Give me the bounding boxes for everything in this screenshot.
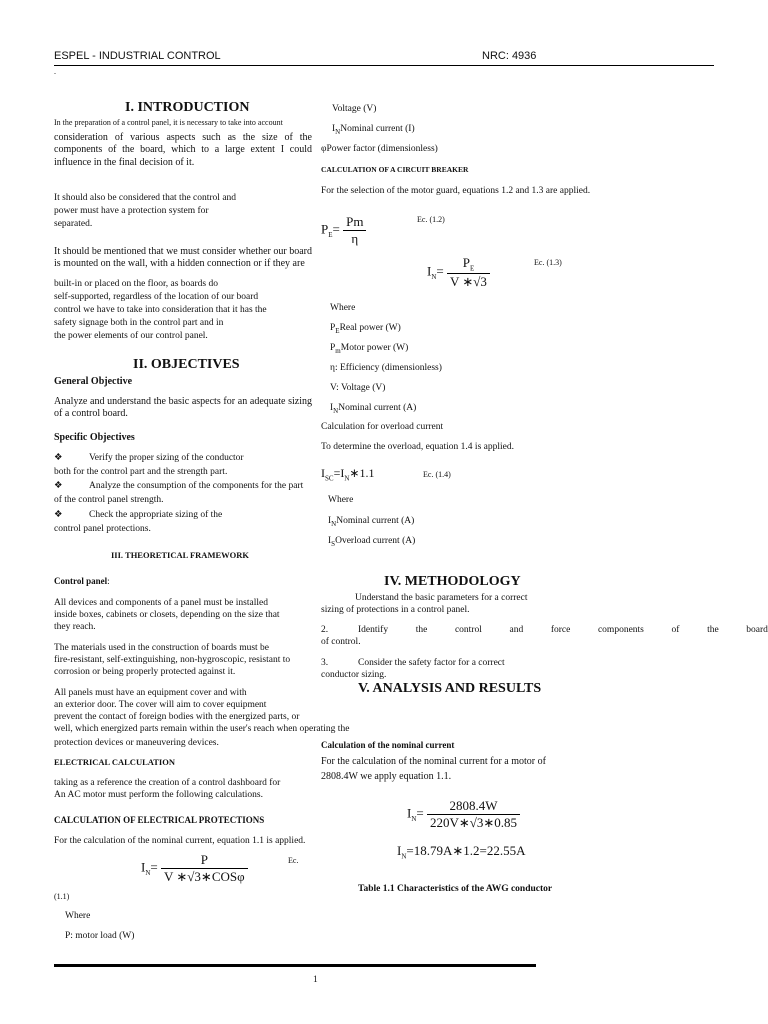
method-1-line1: Understand the basic parameters for a correct	[355, 593, 528, 603]
panel-p3-line5: protection devices or maneuvering devices.	[54, 738, 219, 748]
methodology-title: IV. METHODOLOGY	[384, 574, 521, 589]
panel-p1-line2: inside boxes, cabinets or closets, depending on the size that	[54, 610, 280, 620]
page-number: 1	[313, 975, 318, 985]
intro-p3-line3: built-in or placed on the floor, as boards do	[54, 279, 218, 289]
general-objective-text: Analyze and understand the basic aspects for an adequate sizing of a control board.	[54, 396, 312, 420]
voltage-def: Voltage (V)	[332, 104, 377, 114]
method-2-num: 2.	[321, 625, 329, 635]
equation-1-4: $I_{SC}=I_N∗1.1$	[321, 466, 375, 483]
calc-nominal-line1: For the calculation of the nominal current for a motor of	[321, 756, 546, 767]
method-3-line2: conductor sizing.	[321, 670, 387, 680]
panel-p2-line3: corrosion or being properly protected against it.	[54, 667, 236, 677]
header-left: ESPEL - INDUSTRIAL CONTROL	[54, 50, 221, 62]
overload-text: To determine the overload, equation 1.4 is applied.	[321, 442, 514, 452]
method-2-line1: Identify the control and force components of the board	[358, 625, 768, 635]
elec-p-line2: An AC motor must perform the following calculations.	[54, 790, 263, 800]
calc-nominal-line2: 2808.4W we apply equation 1.1.	[321, 771, 452, 782]
nominal-current-def: $I_NNominal$ current (I)	[332, 124, 415, 136]
intro-p2-line3: separated.	[54, 219, 93, 229]
motor-power-def: $P_mMotor$ power (W)	[330, 343, 409, 355]
equation-1-3: $I_N=$ $\frac{P_E}{V ∗√3}$	[427, 255, 490, 290]
method-2-line2: of control.	[321, 637, 361, 647]
overload-current-def: $I_SOverload$ current (A)	[328, 536, 416, 548]
panel-p3-line2: an exterior door. The cover will aim to cover equipment	[54, 700, 267, 710]
objective-2-line2: of the control panel strength.	[54, 495, 164, 505]
objective-1-line2: both for the control part and the strength part.	[54, 467, 228, 477]
intro-p3-a: It should be mentioned that we must consider whether our board is mounted on the wall, with a hidden connection or if they are	[54, 246, 312, 270]
motor-load-def: P: motor load (W)	[65, 931, 135, 941]
voltage-def-2: V: Voltage (V)	[330, 383, 386, 393]
table-title: Table 1.1 Characteristics of the AWG conductor	[358, 884, 553, 894]
power-factor-def: φPower factor (dimensionless)	[321, 144, 438, 154]
eq12-label: Ec. (1.2)	[417, 215, 445, 224]
bullet-icon: ❖	[54, 481, 63, 491]
breaker-text: For the selection of the motor guard, equations 1.2 and 1.3 are applied.	[321, 186, 591, 196]
header-rule	[54, 65, 714, 66]
bullet-icon: ❖	[54, 510, 63, 520]
result-equation-2: $I_N=18.79A∗1.2=22.55A$	[397, 843, 526, 861]
objectives-title: II. OBJECTIVES	[133, 357, 240, 372]
objective-2-line1: Analyze the consumption of the components for the part	[89, 481, 304, 491]
intro-p2-line2: power must have a protection system for	[54, 206, 209, 216]
eq11-ec: Ec.	[288, 856, 299, 865]
objective-3-line1: Check the appropriate sizing of the	[89, 510, 223, 520]
protections-text: For the calculation of the nominal current, equation 1.1 is applied.	[54, 836, 306, 846]
intro-p3-line6: safety signage both in the control part and in	[54, 318, 224, 328]
where-right: Where	[330, 303, 356, 313]
panel-p3-line4: well, which energized parts remain within the user's reach when operating the	[54, 724, 350, 734]
intro-p3-line4: self-supported, regardless of the location of our board	[54, 292, 259, 302]
nominal-current-def-2: $I_NNominal$ current (A)	[330, 403, 417, 415]
panel-p2-line1: The materials used in the construction of boards must be	[54, 643, 270, 653]
specific-objectives-heading: Specific Objectives	[54, 432, 135, 443]
general-objective-heading: General Objective	[54, 376, 133, 387]
efficiency-def: η: Efficiency (dimensionless)	[330, 363, 442, 373]
intro-title: I. INTRODUCTION	[125, 100, 250, 115]
eq11-label: (1.1)	[54, 892, 70, 901]
protections-title: CALCULATION OF ELECTRICAL PROTECTIONS	[54, 815, 265, 825]
footer-rule	[54, 964, 536, 967]
eq13-label: Ec. (1.3)	[534, 258, 562, 267]
equation-1-1: $I_N=$ $\frac{P}{\text{V ∗√3∗COSφ}}$	[141, 852, 248, 885]
elec-p-line1: taking as a reference the creation of a control dashboard for	[54, 778, 281, 788]
objective-1-line1: Verify the proper sizing of the conductor	[89, 453, 244, 463]
calc-nominal-heading: Calculation of the nominal current	[321, 740, 455, 750]
eq14-label: Ec. (1.4)	[423, 470, 451, 479]
panel-p3-line1: All panels must have an equipment cover and with	[54, 688, 247, 698]
header-dot: .	[54, 67, 56, 76]
bullet-icon: ❖	[54, 453, 63, 463]
method-3-num: 3.	[321, 658, 329, 668]
results-title: V. ANALYSIS AND RESULTS	[358, 681, 542, 696]
intro-p1-rest: consideration of various aspects such as the size of the components of the board, which to a large extent I could influence in the final decision of it.	[54, 132, 312, 168]
panel-p3-line3: prevent the contact of foreign bodies with the energized parts, or	[54, 712, 300, 722]
intro-p1-line1: In the preparation of a control panel, it is necessary to take into account	[54, 118, 283, 127]
header-right: NRC: 4936	[482, 50, 537, 62]
panel-p1-line1: All devices and components of a panel must be installed	[54, 598, 268, 608]
real-power-def: $P_EReal$ power (W)	[330, 323, 401, 335]
where-left: Where	[65, 911, 91, 921]
control-panel-heading: Control panel:	[54, 576, 110, 586]
method-3-line1: Consider the safety factor for a correct	[358, 658, 505, 668]
panel-p1-line3: they reach.	[54, 622, 96, 632]
result-equation-1: $I_N=$ $\frac{2808.4W}{220V∗√3∗0.85}$	[407, 798, 520, 831]
nominal-current-def-3: $I_NNominal$ current (A)	[328, 516, 415, 528]
where-right-2: Where	[328, 495, 354, 505]
intro-p2-line1: It should also be considered that the control and	[54, 193, 237, 203]
theoretical-framework-title: III. THEORETICAL FRAMEWORK	[111, 550, 249, 560]
intro-p3-line5: control we have to take into consideration that it has the	[54, 305, 267, 315]
method-1-line2: sizing of protections in a control panel.	[321, 605, 470, 615]
electrical-calculation-title: ELECTRICAL CALCULATION	[54, 757, 175, 767]
equation-1-2: $P_E=$ $\frac{Pm}{\eta}$	[321, 214, 366, 247]
breaker-title: CALCULATION OF A CIRCUIT BREAKER	[321, 165, 469, 174]
objective-3-line2: control panel protections.	[54, 524, 151, 534]
intro-p3-line7: the power elements of our control panel.	[54, 331, 208, 341]
overload-title: Calculation for overload current	[321, 422, 444, 432]
panel-p2-line2: fire-resistant, self-extinguishing, non-hygroscopic, resistant to	[54, 655, 291, 665]
